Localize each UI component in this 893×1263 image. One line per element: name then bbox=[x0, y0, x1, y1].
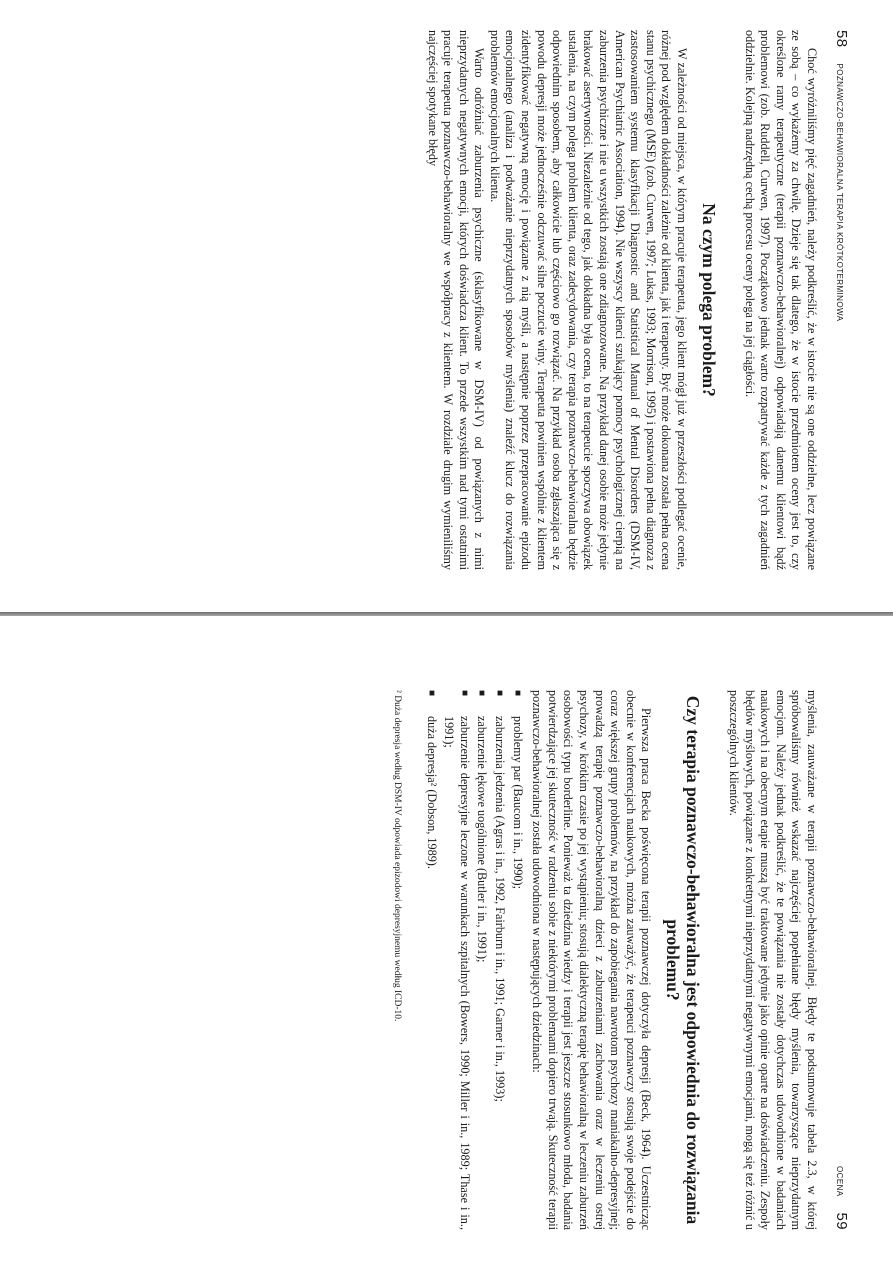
left-paragraph-1: W zależności od miejsca, w którym pracuje terapeuta, jego klient mógł już w przeszłości podlegać ocenie, różnej pod względem dokładności zależnie od klienta, jak i terapeuty. Być może dokonana została pełna ocena stanu psychicznego (MSE) (zob. Curwen, 1997; Lukas, 1993; Morrison, 1995) i postawiona pełna diagnoza z zastosowaniem systemu klasyfikacji Diagnostic and Statistical Manual of Mental Disorders (DSM-IV, American Psychiatric Association, 1994). Nie wszyscy klienci szukający pomocy psychologicznej cierpią na zaburzenia psychiczne i nie u wszystkich zostają one zdiagnozowane. Na przykład danej osobie może jedynie brakować asertywności. Niezależnie od tego, jak dokładna była ocena, to na terapeucie spoczywa obowiązek ustalenia, na czym polega problem klienta, oraz zadecydowania, czy terapia poznawczo-behawioralna będzie odpowiednim sposobem, aby całkowicie lub częściowo go rozwiązać. Na przykład osoba zgłaszająca się z powodu depresji może jednocześnie odczuwać silne poczucie winy. Terapeuta powinien wspólnie z klientem zidentyfikować negatywną emocję i powiązane z nią myśli, a następnie poprzez przepracowanie epizodu emocjonalnego (analiza i podważanie nieprzydatnych sposobów myślenia) znaleźć klucz do rozwiązania problemów emocjonalnych klienta. bbox=[487, 30, 690, 570]
left-intro-paragraph: Choć wyróżniliśmy pięć zagadnień, należy podkreślić, że w istocie nie są one oddzielne, lecz powiązane ze sobą – co wykażemy za chwilę. Dzieje się tak dlatego, że w istocie przedmiotem oceny jest to, czy określone ramy terapeutyczne (terapii poznawczo-behawioralnej) odpowiadają danemu klientowi bądź problemowi (zob. Ruddell, Curwen, 1997). Początkowo jednak warto rozpatrywać każde z tych zagadnień oddzielnie. Kolejną nadrzędną cechą procesu oceny polega na jej ciągłości. bbox=[742, 30, 819, 570]
right-continuation-paragraph: myślenia, zauważane w terapii poznawczo-behawioralnej. Błędy te podsumowuje tabela 2.3, w której spróbowaliśmy również wskazać najczęściej popełniane błędy myślenia, towarzyszące nieprzydatnym emocjom. Należy jednak podkreślić, że te powiązania nie zostały dotychczas udowodnione w badaniach naukowych i na obecnym etapie muszą być traktowane jedynie jako opinie oparte na doświadczeniu. Zespoły błędów myślowych, powiązane z konkretnymi nieprzydatnymi negatywnymi emocjami, mogą się też różnić u poszczególnych klientów. bbox=[727, 690, 819, 1230]
list-item-text: zaburzenie lękowe uogólnione (Butler i in., 1991); bbox=[475, 716, 490, 963]
right-running-head bbox=[833, 690, 850, 1230]
left-section-heading: Na czym polega problem? bbox=[699, 203, 720, 397]
bullet-icon: ■ bbox=[511, 690, 523, 697]
bullet-icon: ■ bbox=[494, 690, 506, 697]
right-page-number: 59 bbox=[833, 1212, 850, 1230]
book-binding-shadow bbox=[0, 612, 893, 616]
left-page-number: 58 bbox=[833, 30, 850, 48]
right-running-title: OCENA bbox=[835, 1166, 844, 1197]
bullet-icon: ■ bbox=[425, 690, 437, 697]
research-areas-list bbox=[423, 690, 525, 1230]
left-page bbox=[424, 30, 850, 570]
right-paragraph-1: Pierwsza praca Becka poświęcona terapii poznawczej dotyczyła depresji (Beck, 1964). Uczestnicząc obecnie w konferencjach naukowych, można zauważyć, że terapeuci poznawczy stosują swoje podejście do coraz większej grupy problemów, na przykład do zapobiegania nawrotom psychozy maniakalno-depresyjnej; prowadzą terapię poznawczo-behawioralną dzieci z zaburzeniami zachowania oraz w leczeniu ostrej psychozy, w krótkim czasie po jej wystąpieniu; stosują dialektyczną terapię behawioralną w leczeniu zaburzeń osobowości typu borderline. Ponieważ ta dziedzina wiedzy i terapii jest jeszcze stosunkowo młoda, badania potwierdzające jej skuteczność w radzeniu sobie z niektórymi problemami dopiero trwają. Skuteczność terapii poznawczo-behawioralnej została udowodniona w następujących dziedzinach: bbox=[530, 690, 654, 1230]
left-paragraph-2: Warto odróżniać zaburzenia psychiczne (sklasyfikowane w DSM-IV) od powiązanych z nimi nieprzydatnych negatywnych emocji, których doświadcza klient. To przede wszystkim nad tymi ostatnimi pracuje terapeuta poznawczo-behawioralny we współpracy z klientem. W rozdziale drugim wymieniliśmy najczęściej spotykane błędy bbox=[425, 30, 487, 570]
list-item bbox=[423, 690, 439, 1230]
list-item-text: duża depresja² (Dobson, 1989). bbox=[424, 716, 439, 869]
right-page bbox=[391, 690, 850, 1230]
left-running-title: POZNAWCZO-BEHAWIORALNA TERAPIA KRÓTKOTERMINOWA bbox=[835, 63, 844, 322]
list-item-text: zaburzenie depresyjne leczone w warunkach szpitalnych (Bowers, 1990; Miller i in., 1989; Thase i in., 1991); bbox=[442, 716, 472, 1230]
list-item-text: zaburzenia jedzenia (Agras i in., 1992, Fairburn i in., 1991; Garner i in., 1993); bbox=[493, 716, 508, 1102]
left-running-head bbox=[833, 30, 850, 570]
list-item bbox=[492, 690, 508, 1230]
footnote: ² Duża depresja według DSM-IV odpowiada epizodowi depresyjnemu według ICD-10. bbox=[392, 690, 403, 1022]
list-item bbox=[509, 690, 525, 1230]
bullet-icon: ■ bbox=[476, 690, 488, 697]
right-section-heading: Czy terapia poznawczo-behawioralna jest odpowiednia do rozwiązania problemu? bbox=[663, 695, 704, 1225]
bullet-icon: ■ bbox=[458, 690, 470, 697]
list-item bbox=[474, 690, 490, 1230]
list-item bbox=[441, 690, 472, 1230]
list-item-text: problemy par (Baucom i in., 1990); bbox=[510, 716, 525, 889]
